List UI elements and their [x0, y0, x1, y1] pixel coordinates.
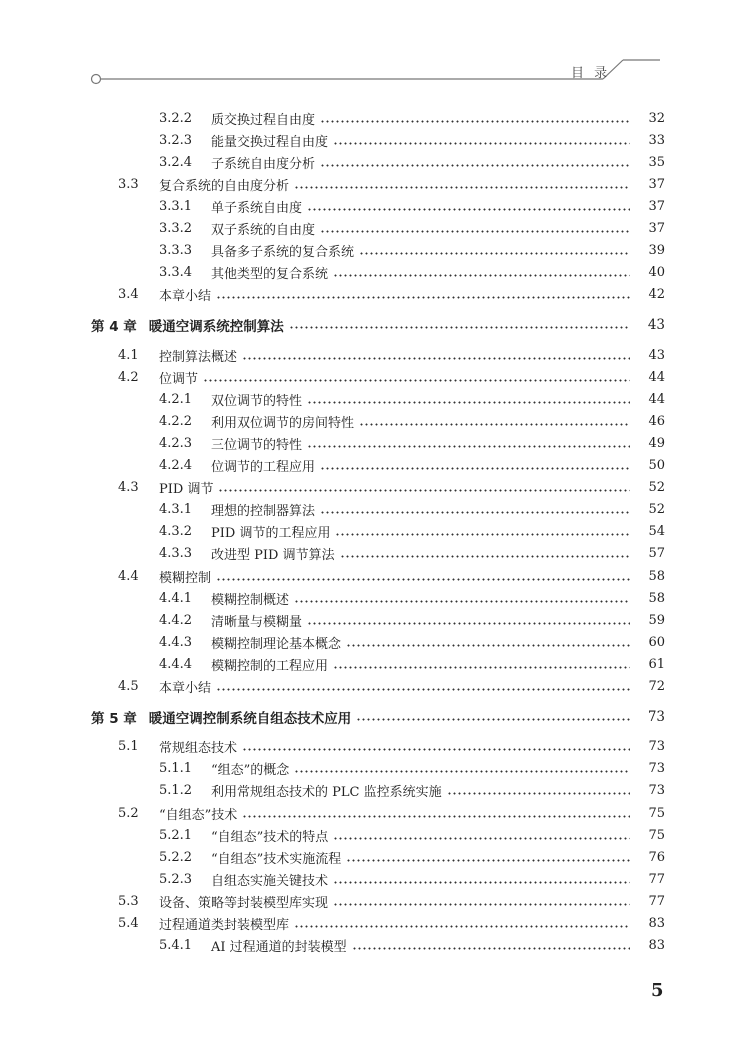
dot-leader	[335, 533, 630, 536]
dot-leader	[307, 208, 630, 211]
toc-entry-page: 75	[648, 805, 665, 821]
toc-entry-number: 3.2.2	[159, 110, 193, 126]
toc-entry-page: 60	[648, 634, 665, 650]
dot-leader	[346, 859, 630, 862]
dot-leader	[320, 230, 630, 233]
dot-leader	[242, 357, 630, 360]
toc-entry-page: 42	[648, 287, 665, 303]
toc-entry-number: 3.2.4	[159, 154, 193, 170]
toc-entry-title: AI 过程通道的封装模型	[211, 940, 347, 956]
toc-entry-page: 59	[648, 612, 665, 628]
dot-leader	[352, 947, 630, 950]
toc-entry-number: 4.2.3	[159, 435, 193, 451]
toc-entry-number: 4.2.1	[159, 391, 193, 407]
dot-leader	[242, 815, 630, 818]
toc-entry-page: 58	[648, 568, 665, 584]
toc-entry-page: 52	[648, 480, 665, 496]
toc-entry-number: 5.2.2	[159, 849, 193, 865]
toc-subsection-entry	[0, 456, 750, 476]
header-rule	[0, 0, 750, 90]
toc-entry-number: 4.2.4	[159, 458, 193, 473]
toc-entry-number: 4.4.4	[159, 656, 193, 672]
toc-subsection-entry	[0, 825, 750, 845]
toc-entry-title: PID 调节	[159, 482, 214, 498]
toc-subsection-entry	[0, 411, 750, 431]
toc-entry-title: 复合系统的自由度分析	[159, 178, 290, 194]
toc-entry-title: 过程通道类封装模型库	[159, 918, 290, 933]
toc-subsection-entry	[0, 219, 750, 239]
toc-entry-title: 双子系统的自由度	[211, 223, 316, 238]
toc-entry-title: 三位调节的特性	[211, 437, 303, 453]
toc-entry-number: 3.3	[118, 176, 139, 192]
toc-section-entry	[0, 174, 750, 194]
toc-entry-page: 44	[648, 369, 665, 385]
toc-subsection-entry	[0, 108, 750, 128]
dot-leader	[320, 120, 630, 123]
toc-subsection-entry	[0, 936, 750, 956]
toc-entry-page: 43	[648, 347, 665, 363]
toc-entry-number: 5.1.2	[159, 783, 193, 799]
toc-section-entry	[0, 914, 750, 934]
dot-leader	[242, 748, 630, 751]
toc-section-entry	[0, 478, 750, 498]
toc-entry-page: 33	[648, 132, 665, 148]
toc-chapter-entry	[0, 707, 750, 727]
toc-entry-number: 3.2.3	[159, 132, 193, 148]
toc-section-entry	[0, 285, 750, 305]
toc-entry-number: 5.2	[118, 805, 139, 821]
toc-entry-number: 3.3.3	[159, 243, 193, 259]
toc-entry-number: 4.3.1	[159, 502, 193, 518]
toc-entry-page: 73	[648, 783, 665, 799]
dot-leader	[294, 925, 630, 928]
toc-entry-page: 57	[648, 546, 665, 562]
dot-leader	[307, 401, 630, 404]
toc-entry-title: 本章小结	[159, 289, 212, 305]
toc-entry-page: 35	[648, 154, 665, 170]
toc-section-entry	[0, 737, 750, 757]
dot-leader	[294, 770, 630, 773]
toc-entry-title: 暖通空调系统控制算法	[148, 318, 284, 335]
toc-section-entry	[0, 345, 750, 365]
toc-subsection-entry	[0, 759, 750, 779]
dot-leader	[203, 379, 630, 382]
toc-entry-page: 37	[648, 176, 665, 192]
toc-entry-number: 4.2	[118, 369, 139, 385]
toc-section-entry	[0, 891, 750, 911]
toc-entry-title: 控制算法概述	[159, 349, 238, 365]
toc-entry-number: 5.4.1	[159, 938, 193, 954]
toc-entry-title: 本章小结	[159, 681, 212, 696]
toc-entry-page: 76	[648, 849, 665, 865]
toc-entry-title: 暖通空调控制系统自组态技术应用	[148, 710, 352, 727]
toc-entry-title: 常规组态技术	[159, 741, 238, 757]
toc-entry-title: 设备、策略等封装模型库实现	[159, 895, 329, 911]
toc-entry-page: 72	[648, 679, 665, 694]
toc-entry-title: 位调节的工程应用	[211, 460, 316, 475]
toc-section-entry	[0, 367, 750, 387]
toc-entry-number: 3.3.2	[159, 221, 193, 236]
toc-subsection-entry	[0, 196, 750, 216]
toc-entry-page: 75	[648, 827, 665, 843]
toc-entry-page: 73	[648, 739, 665, 755]
toc-entry-number: 第 4 章	[91, 318, 137, 335]
toc-entry-page: 43	[647, 316, 665, 333]
toc-entry-page: 52	[648, 502, 665, 518]
toc-section-entry	[0, 803, 750, 823]
toc-subsection-entry	[0, 130, 750, 150]
toc-entry-title: 子系统自由度分析	[211, 156, 316, 172]
dot-leader	[333, 903, 630, 906]
toc-subsection-entry	[0, 632, 750, 652]
toc-entry-page: 61	[648, 656, 665, 672]
toc-entry-title: 清晰量与模糊量	[211, 614, 303, 630]
toc-subsection-entry	[0, 781, 750, 801]
toc-entry-number: 5.2.1	[159, 827, 193, 843]
toc-entry-number: 4.1	[118, 347, 139, 363]
toc-entry-number: 4.4.2	[159, 612, 193, 628]
toc-subsection-entry	[0, 847, 750, 867]
dot-leader	[320, 467, 630, 470]
toc-subsection-entry	[0, 241, 750, 261]
toc-entry-page: 39	[648, 243, 665, 259]
dot-leader	[320, 164, 630, 167]
toc-entry-page: 73	[647, 708, 665, 725]
dot-leader	[289, 326, 630, 329]
toc-entry-number: 4.4.1	[159, 590, 193, 606]
toc-entry-title: “自组态”技术	[159, 807, 238, 823]
toc-section-entry	[0, 566, 750, 586]
toc-entry-page: 44	[648, 391, 665, 407]
dot-leader	[333, 666, 630, 669]
toc-subsection-entry	[0, 263, 750, 283]
toc-entry-number: 5.4	[118, 916, 139, 931]
toc-entry-title: 改进型 PID 调节算法	[211, 548, 335, 564]
toc-subsection-entry	[0, 522, 750, 542]
toc-subsection-entry	[0, 610, 750, 630]
toc-entry-page: 37	[648, 221, 665, 236]
toc-entry-page: 77	[648, 893, 665, 909]
toc-entry-page: 46	[648, 413, 665, 429]
toc-entry-number: 5.2.3	[159, 871, 193, 887]
toc-entry-title: 利用常规组态技术的 PLC 监控系统实施	[211, 785, 442, 801]
dot-leader	[294, 600, 630, 603]
dot-leader	[340, 555, 630, 558]
dot-leader	[320, 511, 630, 514]
dot-leader	[307, 445, 630, 448]
toc-entry-number: 5.1.1	[159, 761, 193, 777]
toc-entry-title: 利用双位调节的房间特性	[211, 415, 355, 431]
toc-entry-title: PID 调节的工程应用	[211, 526, 331, 542]
running-header	[0, 0, 750, 90]
toc-entry-number: 4.4.3	[159, 634, 193, 650]
dot-leader	[356, 718, 630, 721]
toc-entry-page: 40	[648, 265, 665, 281]
toc-subsection-entry	[0, 500, 750, 520]
toc-subsection-entry	[0, 654, 750, 674]
dot-leader	[307, 622, 630, 625]
toc-section-entry	[0, 677, 750, 697]
dot-leader	[333, 274, 630, 277]
toc-chapter-entry	[0, 315, 750, 335]
toc-entry-number: 第 5 章	[91, 710, 137, 727]
dot-leader	[359, 423, 630, 426]
header-label: 目 录	[571, 66, 611, 81]
dot-leader	[294, 186, 630, 189]
toc-subsection-entry	[0, 544, 750, 564]
toc-entry-page: 83	[648, 938, 665, 954]
toc-entry-number: 4.3.3	[159, 546, 193, 562]
toc-entry-page: 37	[648, 198, 665, 214]
toc-entry-page: 50	[648, 458, 665, 473]
toc-entry-title: “自组态”技术的特点	[211, 829, 329, 845]
toc-subsection-entry	[0, 433, 750, 453]
toc-entry-number: 3.3.1	[159, 198, 193, 214]
toc-entry-title: 模糊控制概述	[211, 592, 290, 608]
page-number: 5	[651, 980, 664, 1001]
dot-leader	[333, 142, 630, 145]
toc-entry-page: 49	[648, 435, 665, 451]
toc-entry-title: 自组态实施关键技术	[211, 873, 329, 889]
toc-entry-number: 4.3	[118, 480, 139, 496]
toc-entry-page: 32	[648, 110, 665, 126]
toc-entry-title: 能量交换过程自由度	[211, 134, 329, 150]
dot-leader	[447, 792, 630, 795]
dot-leader	[216, 578, 630, 581]
toc-entry-page: 83	[648, 916, 665, 931]
dot-leader	[333, 881, 630, 884]
toc-entry-title: 双位调节的特性	[211, 393, 303, 409]
toc-entry-number: 5.3	[118, 893, 139, 909]
toc-subsection-entry	[0, 152, 750, 172]
toc-entry-title: 模糊控制	[159, 570, 212, 586]
toc-subsection-entry	[0, 869, 750, 889]
toc-entry-page: 54	[648, 524, 665, 540]
dot-leader	[359, 252, 630, 255]
toc-entry-page: 58	[648, 590, 665, 606]
toc-entry-title: 具备多子系统的复合系统	[211, 245, 355, 261]
toc-entry-page: 77	[648, 871, 665, 887]
dot-leader	[333, 837, 630, 840]
toc-entry-title: 位调节	[159, 371, 199, 387]
toc-entry-title: 理想的控制器算法	[211, 504, 316, 520]
toc-entry-title: 质交换过程自由度	[211, 112, 316, 128]
toc-subsection-entry	[0, 588, 750, 608]
toc-entry-number: 4.3.2	[159, 524, 193, 540]
toc-entry-number: 3.4	[118, 287, 139, 303]
toc-entry-title: “组态”的概念	[211, 763, 290, 779]
dot-leader	[216, 688, 630, 691]
toc-entry-title: “自组态”技术实施流程	[211, 851, 342, 867]
toc-entry-number: 4.5	[118, 679, 139, 694]
toc-entry-number: 5.1	[118, 739, 139, 755]
dot-leader	[346, 644, 630, 647]
toc-entry-title: 其他类型的复合系统	[211, 267, 329, 283]
toc-entry-title: 模糊控制的工程应用	[211, 658, 329, 674]
dot-leader	[216, 296, 630, 299]
toc-entry-number: 4.2.2	[159, 413, 193, 429]
toc-entry-number: 3.3.4	[159, 265, 193, 281]
toc-entry-page: 73	[648, 761, 665, 777]
dot-leader	[218, 489, 630, 492]
toc-entry-title: 单子系统自由度	[211, 200, 303, 216]
toc-entry-number: 4.4	[118, 568, 139, 584]
toc-subsection-entry	[0, 389, 750, 409]
toc-entry-title: 模糊控制理论基本概念	[211, 636, 342, 652]
